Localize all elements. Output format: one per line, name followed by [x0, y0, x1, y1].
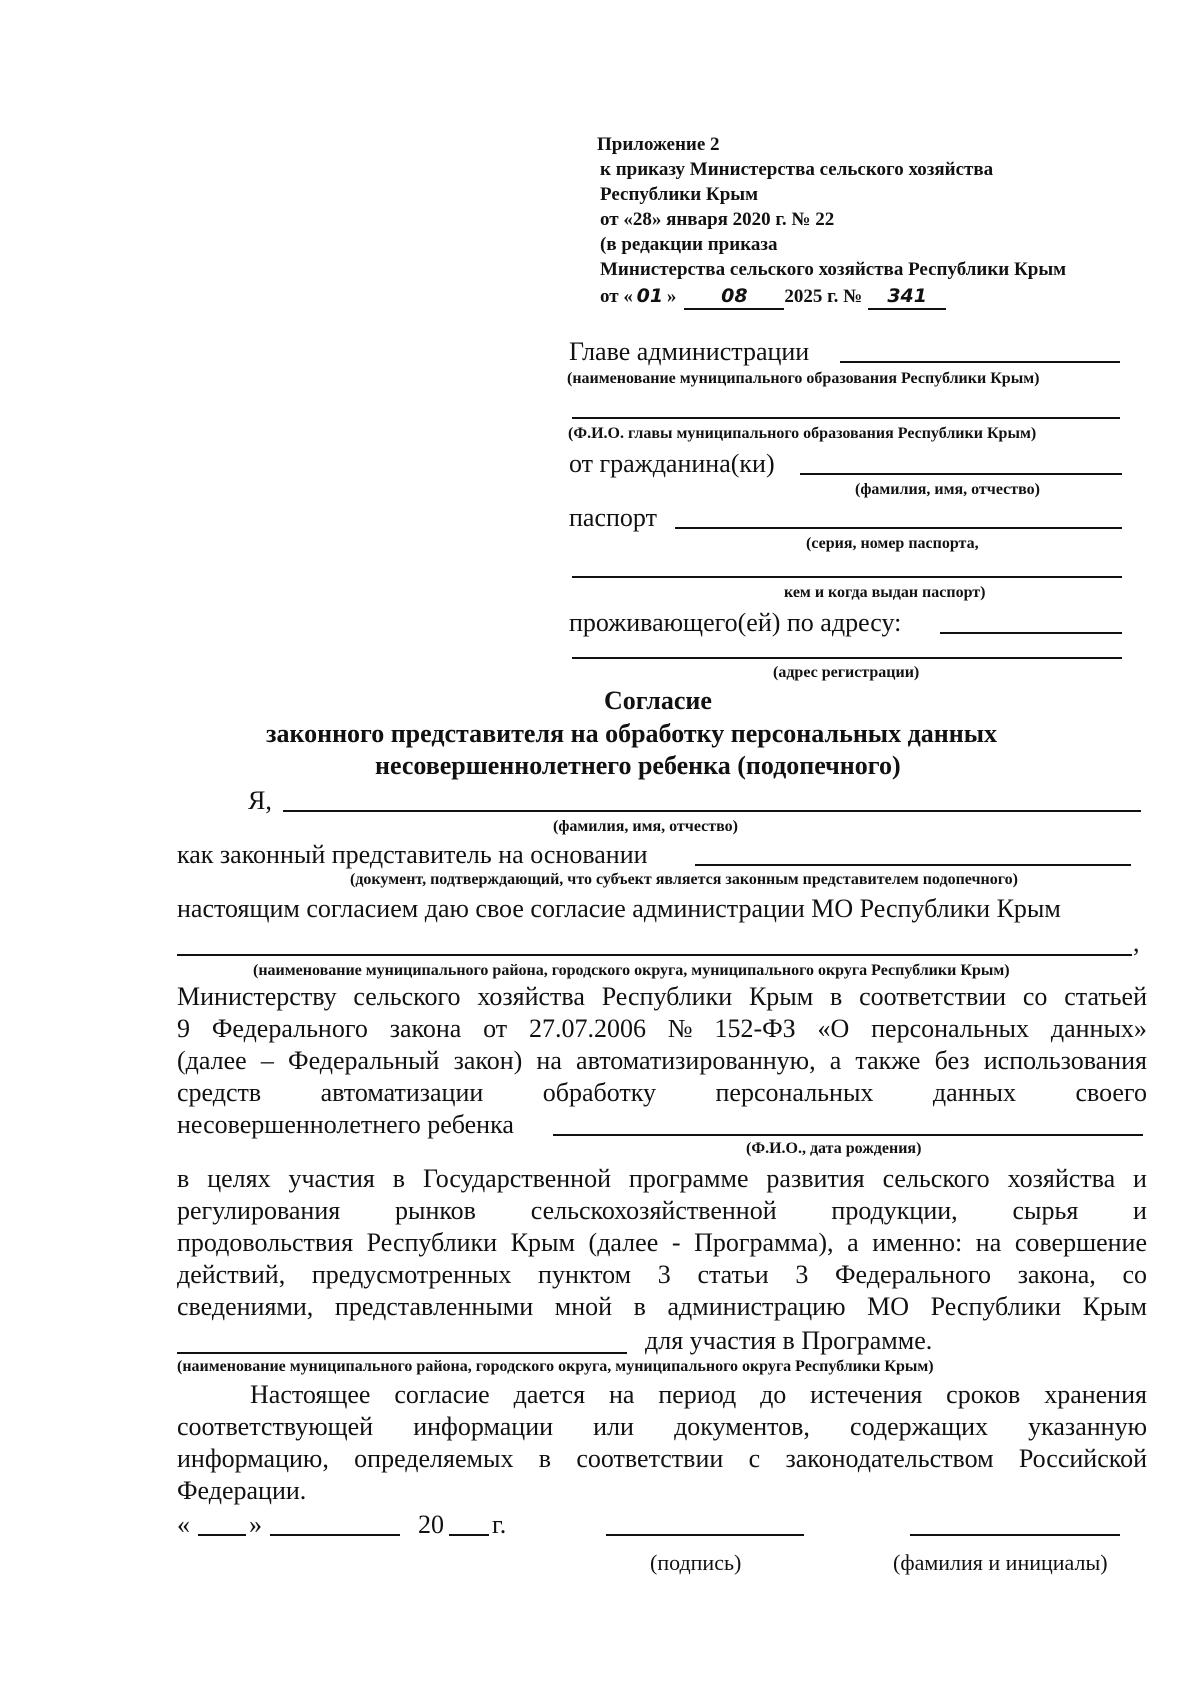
order-mid: »	[666, 286, 677, 307]
word: средств	[177, 1078, 262, 1107]
paragraph-line	[177, 1259, 1147, 1290]
word: 3	[795, 1260, 809, 1289]
child-label: несовершеннолетнего ребенка	[177, 1110, 514, 1139]
word: персональных	[871, 1014, 1030, 1043]
word: администрацию	[667, 1292, 846, 1321]
word: документов,	[674, 1412, 810, 1441]
month-field[interactable]	[270, 1534, 400, 1536]
word: в	[633, 1292, 646, 1321]
year-field[interactable]	[449, 1534, 489, 1536]
word: Федерального	[835, 1260, 992, 1289]
head-field[interactable]	[840, 361, 1120, 363]
word: указанную	[1028, 1412, 1147, 1441]
word: информации	[413, 1412, 554, 1441]
address-field[interactable]	[940, 632, 1122, 634]
paragraph-line: Министерству сельского хозяйства Республики Крым в соответствии со статьей	[177, 982, 1147, 1011]
word: Настоящее	[250, 1380, 371, 1409]
order-day: 01	[636, 285, 664, 307]
word: сырья	[1012, 1196, 1079, 1225]
passport-field[interactable]	[675, 527, 1122, 529]
word: рынков	[394, 1196, 476, 1225]
paragraph-line	[177, 1013, 1147, 1044]
date-open-quote: «	[177, 1510, 190, 1539]
word: данных»	[1050, 1014, 1147, 1043]
word: 27.07.2006	[528, 1014, 646, 1043]
year-prefix: 20	[418, 1510, 444, 1539]
word: или	[593, 1412, 634, 1441]
word: мной	[554, 1292, 613, 1321]
word: 152-ФЗ	[714, 1014, 796, 1043]
name-field[interactable]	[910, 1534, 1120, 1536]
word: с	[748, 1444, 761, 1473]
signature-field[interactable]	[606, 1534, 804, 1536]
word: от	[483, 1014, 508, 1043]
paragraph-line	[177, 1077, 1147, 1108]
word: Государственной	[422, 1164, 612, 1193]
mo-caption: (наименование муниципального района, городского округа, муниципального округа Республики Крым)	[253, 962, 1010, 979]
consent-line: настоящим согласием даю свое согласие администрации МО Республики Крым	[177, 894, 1061, 923]
word: Федерального	[211, 1014, 368, 1043]
citizen-field[interactable]	[800, 473, 1122, 475]
basis-caption: (документ, подтверждающий, что субъект является законным представителем подопечного)	[350, 871, 1018, 888]
word: период	[658, 1380, 737, 1409]
signature-caption: (подпись)	[650, 1550, 742, 1575]
word: развития	[766, 1164, 865, 1193]
word: автоматизации	[320, 1078, 484, 1107]
word: соответствующей	[177, 1412, 374, 1441]
word: Российской	[1018, 1444, 1147, 1473]
word: 9	[177, 1014, 190, 1043]
paragraph-line	[177, 1195, 1147, 1226]
word: пунктом	[538, 1260, 632, 1289]
mo-comma: ,	[1133, 928, 1140, 957]
word: участия	[288, 1164, 375, 1193]
word: сведениями,	[177, 1292, 314, 1321]
address-field-2[interactable]	[572, 657, 1122, 659]
word: хранения	[1044, 1380, 1147, 1409]
word: на	[608, 1380, 635, 1409]
word: статьи	[697, 1260, 769, 1289]
order-year: 2025 г. №	[784, 286, 863, 307]
child-caption: (Ф.И.О., дата рождения)	[746, 1140, 922, 1157]
ya-label: Я,	[248, 786, 272, 815]
mo-field[interactable]	[177, 954, 1132, 956]
paragraph-line: продовольствия Республики Крым (далее - Программа), а именно: на совершение	[177, 1228, 1147, 1257]
appendix-line: Приложение 2	[597, 134, 720, 155]
head-fio-field[interactable]	[572, 417, 1120, 419]
basis-field[interactable]	[695, 864, 1131, 866]
word: в	[538, 1444, 552, 1473]
paragraph-line	[250, 1379, 1147, 1410]
child-field[interactable]	[553, 1134, 1143, 1136]
appendix-line: от «28» января 2020 г. № 22	[600, 209, 835, 230]
appendix-line: (в редакции приказа	[600, 234, 778, 255]
word: персональных	[715, 1078, 874, 1107]
word: целях	[207, 1164, 271, 1193]
ya-field[interactable]	[283, 810, 1141, 812]
name-caption: (фамилия и инициалы)	[893, 1550, 1108, 1575]
word: сроков	[946, 1380, 1021, 1409]
appendix-line: Министерства сельского хозяйства Республики Крым	[600, 259, 1067, 280]
appendix-line: к приказу Министерства сельского хозяйства	[600, 159, 994, 180]
word: №	[667, 1014, 693, 1043]
word: сельского	[882, 1164, 990, 1193]
word: данных	[932, 1078, 1016, 1107]
word: в	[177, 1164, 190, 1193]
passport-caption: (серия, номер паспорта,	[806, 535, 979, 552]
order-month: 08	[684, 284, 784, 310]
passport-issued-field[interactable]	[572, 576, 1122, 578]
word: сельскохозяйственной	[530, 1196, 777, 1225]
word: Крым	[1082, 1292, 1147, 1321]
citizen-label: от гражданина(ки)	[569, 449, 775, 478]
word: согласие	[394, 1380, 490, 1409]
word: регулирования	[177, 1196, 341, 1225]
paragraph-line: (далее – Федеральный закон) на автоматизированную, а также без использования	[177, 1046, 1147, 1075]
word: со	[1122, 1260, 1147, 1289]
passport-issued-caption: кем и когда выдан паспорт)	[784, 584, 986, 601]
mo-caption-2: (наименование муниципального района, городского округа, муниципального округа Республики Крым)	[177, 1358, 934, 1375]
word: закона,	[1017, 1260, 1096, 1289]
word: действий,	[177, 1260, 286, 1289]
word: предусмотренных	[311, 1260, 512, 1289]
word: своего	[1075, 1078, 1147, 1107]
word: истечения	[810, 1380, 923, 1409]
participation-text: для участия в Программе.	[645, 1326, 933, 1355]
head-label: Главе администрации	[569, 337, 810, 366]
address-label: проживающего(ей) по адресу:	[569, 608, 902, 637]
word: в	[392, 1164, 406, 1193]
paragraph-line: Федерации.	[177, 1476, 307, 1505]
title-line: законного представителя на обработку персональных данных	[266, 719, 998, 748]
title-line: несовершеннолетнего ребенка (подопечного)	[375, 751, 901, 780]
citizen-caption: (фамилия, имя, отчество)	[855, 481, 1040, 498]
head-caption: (наименование муниципального образования Республики Крым)	[567, 370, 1040, 387]
word: «О	[817, 1014, 850, 1043]
appendix-order-date	[600, 284, 946, 310]
paragraph-line	[177, 1291, 1147, 1322]
day-field[interactable]	[198, 1534, 246, 1536]
paragraph-line	[177, 1443, 1147, 1474]
ya-caption: (фамилия, имя, отчество)	[553, 818, 738, 835]
word: содержащих	[850, 1412, 989, 1441]
date-close-quote: »	[249, 1510, 262, 1539]
address-caption: (адрес регистрации)	[773, 664, 920, 681]
word: соответствии	[576, 1444, 724, 1473]
order-prefix: от «	[600, 286, 633, 307]
head-fio-caption: (Ф.И.О. главы муниципального образования Республики Крым)	[568, 425, 1037, 442]
word: МО	[867, 1292, 910, 1321]
word: 3	[657, 1260, 671, 1289]
word: хозяйства	[1007, 1164, 1116, 1193]
word: до	[760, 1380, 787, 1409]
paragraph-line	[177, 1163, 1147, 1194]
word: программе	[628, 1164, 749, 1193]
title-line: Согласие	[604, 686, 712, 715]
word: информацию,	[177, 1444, 329, 1473]
word: обработку	[542, 1078, 657, 1107]
word: и	[1133, 1196, 1147, 1225]
word: закона	[389, 1014, 462, 1043]
word: дается	[513, 1380, 586, 1409]
word: продукции,	[831, 1196, 958, 1225]
word: определяемых	[354, 1444, 514, 1473]
word: и	[1133, 1164, 1147, 1193]
appendix-line: Республики Крым	[600, 184, 759, 205]
passport-label: паспорт	[569, 503, 657, 532]
word: законодательством	[785, 1444, 994, 1473]
basis-label: как законный представитель на основании	[177, 840, 648, 869]
word: представленными	[334, 1292, 534, 1321]
year-suffix: г.	[492, 1510, 507, 1539]
mo-field-2[interactable]	[177, 1352, 627, 1354]
word: Республики	[930, 1292, 1062, 1321]
order-number: 341	[868, 284, 946, 310]
paragraph-line	[177, 1411, 1147, 1442]
